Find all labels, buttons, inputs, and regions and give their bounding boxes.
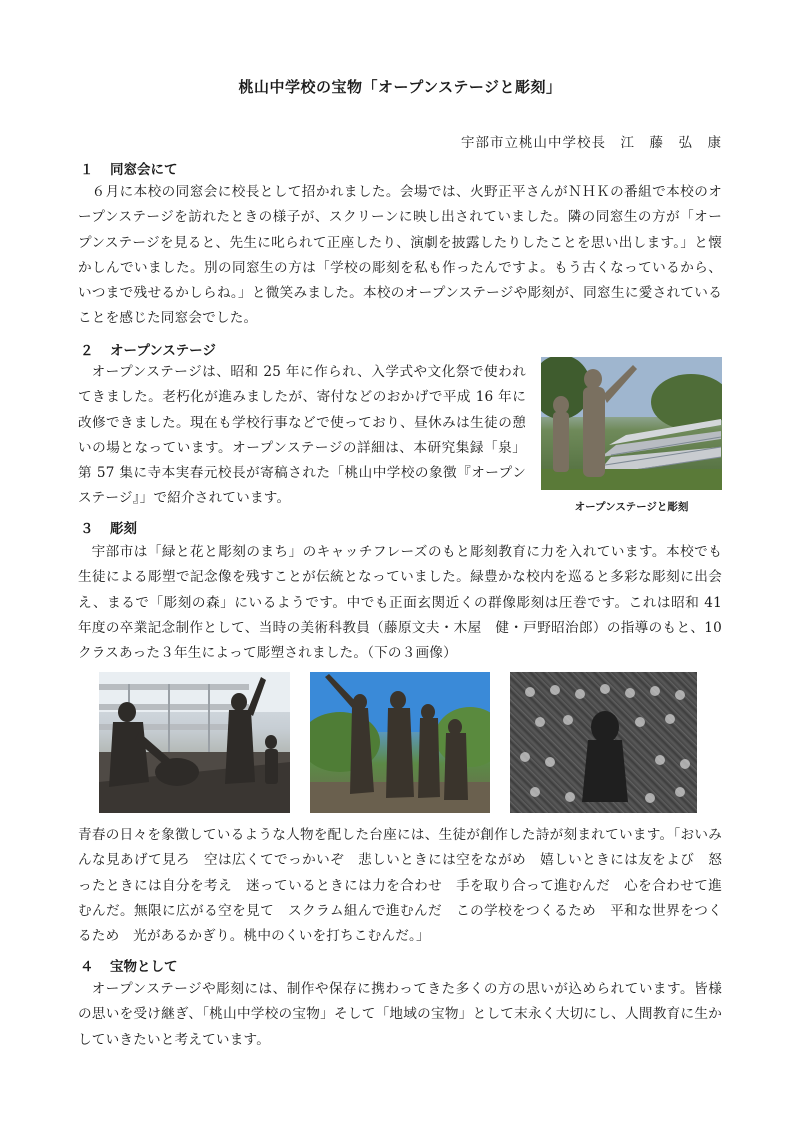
document-title: 桃山中学校の宝物「オープンステージと彫刻」 (238, 78, 562, 96)
section-2-body: オープンステージは、昭和 25 年に作られ、入学式や文化祭で使われてきました。老朽化が進みましたが、寄付などのおかげで平成 16 年に改修できました。現在も学校行事などで使っており、昼休みは生徒の憩いの場となっています。オープンステージの詳細は、本研究集録「泉」第 57 集に寺本実春元校長が寄稿された「桃山中学校の象徴『オープンステージ』」で紹介されています。 (78, 364, 526, 507)
author-line: 宇部市立桃山中学校長 江 藤 弘 康 (461, 135, 722, 151)
section-1-title: 同窓会にて (110, 162, 178, 178)
sculpture-photo-3 (510, 672, 697, 813)
section-1-number: １ (80, 162, 94, 178)
section-3-heading (80, 517, 137, 537)
section-3-body: 宇部市は「緑と花と彫刻のまち」のキャッチフレーズのもと彫刻教育に力を入れています。本校でも生徒による彫塑で記念像を残すことが伝統となっていました。緑豊かな校内を巡ると多彩な彫刻に出会え、まるで「彫刻の森」にいるようです。中でも正面玄関近くの群像彫刻は圧巻です。これは昭和 41 年度の卒業記念制作として、当時の美術科教員（藤原文夫・木屋 健・戸野昭治郎）の指導のもと、10 クラスあった３年生によって彫塑されました。（下の３画像） (78, 544, 722, 662)
section-2-number: ２ (80, 343, 94, 359)
open-stage-photo (541, 357, 722, 490)
section-1-heading (80, 158, 178, 178)
section-2-heading (80, 339, 216, 359)
sculpture-photo-1 (99, 672, 290, 813)
section-4-body: オープンステージや彫刻には、制作や保存に携わってきた多くの方の思いが込められています。皆様の思いを受け継ぎ、「桃山中学校の宝物」そして「地域の宝物」として末永く大切にし、人間教育に生かしていきたいと考えています。 (78, 981, 722, 1048)
section-3-title: 彫刻 (110, 521, 137, 537)
section-4-title: 宝物として (110, 959, 178, 975)
section-1-body: ６月に本校の同窓会に校長として招かれました。会場では、火野正平さんがＮＨＫの番組で本校のオープンステージを訪れたときの様子が、スクリーンに映し出されていました。隣の同窓生の方が「オープンステージを見ると、先生に叱られて正座したり、演劇を披露したりしたことを思い出します。」と懐かしんでいました。別の同窓生の方は「学校の彫刻を私も作ったんですよ。もう古くなっているから、いつまで残せるかしらね。」と微笑みました。本校のオープンステージや彫刻が、同窓生に愛されていることを感じた同窓会でした。 (78, 184, 722, 327)
section-3-number: ３ (80, 521, 94, 537)
sculpture-photo-2 (310, 672, 490, 813)
open-stage-caption: オープンステージと彫刻 (574, 501, 689, 513)
section-4-number: ４ (80, 959, 94, 975)
section-2-title: オープンステージ (110, 343, 216, 359)
section-4-heading (80, 955, 178, 975)
section-3-poem-text: 青春の日々を象徴しているような人物を配した台座には、生徒が創作した詩が刻まれています。「おいみんな見あげて見ろ 空は広くてでっかいぞ 悲しいときには空をながめ 嬉しいときには友をよび 怒ったときには自分を考え 迷っているときには力を合わせ 手を取り合って進むんだ 心を合わせて進むんだ。無限に広がる空を見て スクラム組んで進むんだ この学校をつくるため 平和な世界をつくるため 光があるかぎり。桃中のくいを打ちこむんだ。」 (78, 827, 722, 945)
